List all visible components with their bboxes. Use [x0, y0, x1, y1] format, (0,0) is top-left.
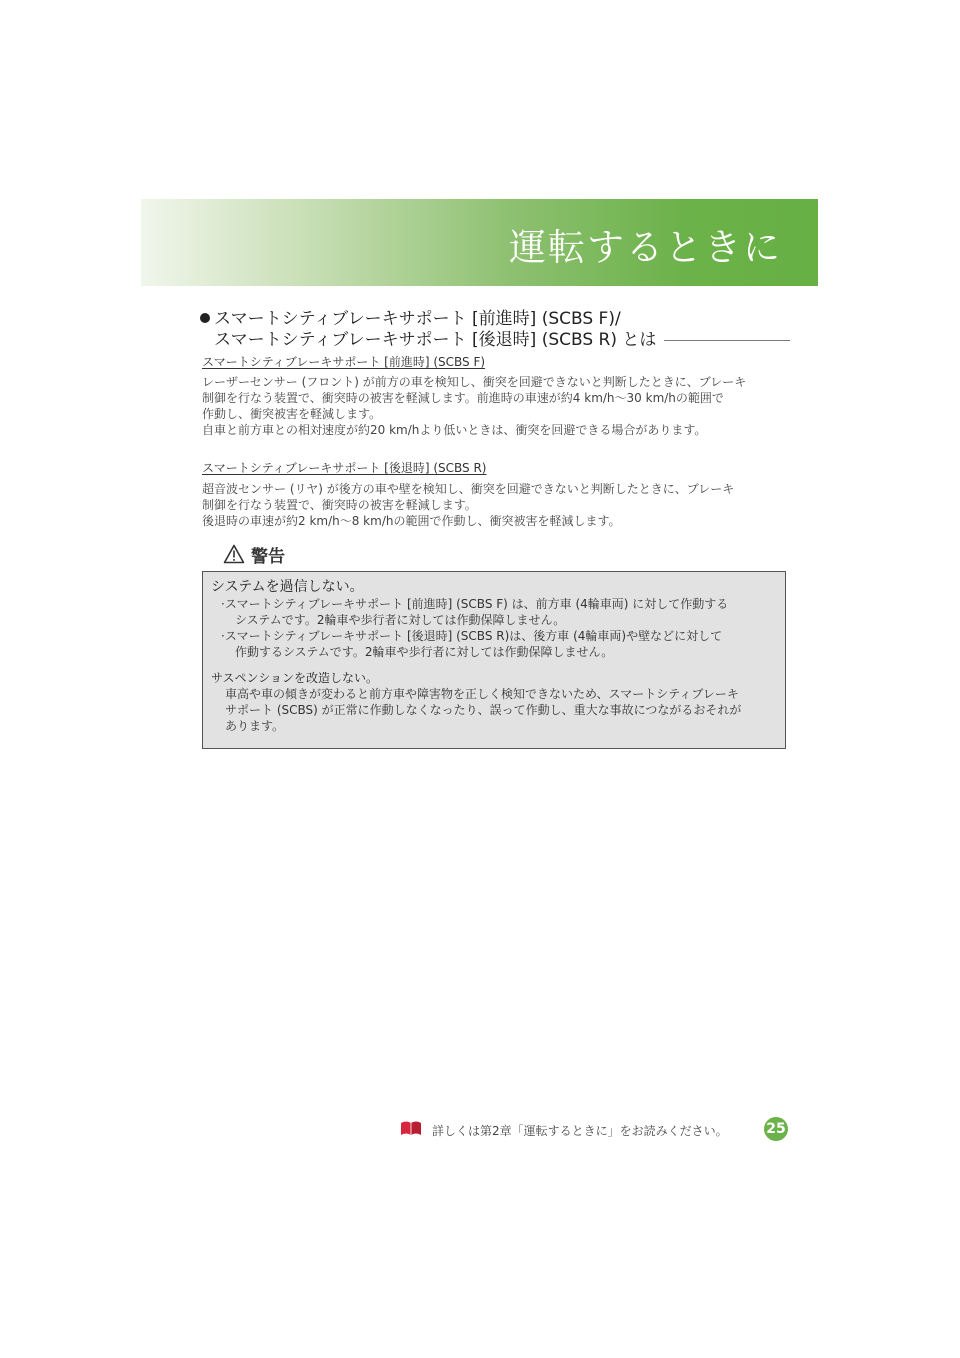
warning-item-1-line-2: システムです。2輪車や歩行者に対しては作動保障しません。	[235, 613, 566, 627]
warning-item-2-line-2: 作動するシステムです。2輪車や歩行者に対しては作動保障しません。	[235, 645, 614, 659]
section-heading	[200, 309, 790, 351]
front-description	[202, 374, 790, 438]
front-line-3: 作動し、衝突被害を軽減します。	[202, 407, 382, 421]
warning-box	[202, 571, 786, 749]
warning-body-line-3: あります。	[225, 719, 285, 733]
book-icon	[400, 1120, 422, 1140]
warning-title-1: システムを過信しない。	[211, 579, 364, 595]
chapter-title: 運転するときに	[509, 226, 782, 269]
warning-item-2	[211, 628, 781, 660]
warning-body-line-2: サポート (SCBS) が正常に作動しなくなったり、誤って作動し、重大な事故につながるおそれが	[225, 703, 742, 717]
front-line-1: レーザーセンサー (フロント) が前方の車を検知し、衝突を回避できないと判断したときに、ブレーキ	[202, 375, 747, 389]
warning-item-1	[211, 596, 781, 628]
page-number: 25	[764, 1117, 788, 1141]
warning-body-line-1: 車高や車の傾きが変わると前方車や障害物を正しく検知できないため、スマートシティブレーキ	[225, 687, 739, 701]
rear-line-3: 後退時の車速が約2 km/h～8 km/hの範囲で作動し、衝突被害を軽減します。	[202, 514, 621, 528]
warning-item-2-line-1: ·スマートシティブレーキサポート [後退時] (SCBS R)は、後方車 (4輪車両)や壁などに対して	[221, 629, 723, 643]
subheading-front: スマートシティブレーキサポート [前進時] (SCBS F)	[202, 355, 486, 369]
front-line-2: 制御を行なう装置で、衝突時の被害を軽減します。前進時の車速が約4 km/h～30 km/hの範囲で	[202, 391, 724, 405]
bullet-icon	[200, 313, 210, 323]
warning-label: 警告	[251, 546, 285, 567]
warning-title-2: サスペンションを改造しない。	[211, 671, 378, 685]
warning-triangle-icon	[223, 544, 245, 564]
warning-item-1-line-1: ·スマートシティブレーキサポート [前進時] (SCBS F) は、前方車 (4輪車両) に対して作動する	[221, 597, 729, 611]
heading-rule	[664, 340, 790, 341]
rear-description	[202, 481, 790, 529]
heading-line-2: スマートシティブレーキサポート [後退時] (SCBS R) とは	[214, 330, 657, 350]
subheading-rear: スマートシティブレーキサポート [後退時] (SCBS R)	[202, 461, 487, 475]
footer-text: 詳しくは第2章「運転するときに」をお読みください。	[432, 1123, 728, 1138]
footer-reference	[400, 1118, 728, 1142]
rear-line-1: 超音波センサー (リヤ) が後方の車や壁を検知し、衝突を回避できないと判断したときに、ブレーキ	[202, 482, 735, 496]
warning-heading	[223, 541, 285, 567]
rear-line-2: 制御を行なう装置で、衝突時の被害を軽減します。	[202, 498, 477, 512]
heading-line-1: スマートシティブレーキサポート [前進時] (SCBS F)/	[214, 309, 621, 329]
chapter-banner	[141, 199, 818, 286]
front-line-4: 自車と前方車との相対速度が約20 km/hより低いときは、衝突を回避できる場合があります。	[202, 423, 707, 437]
